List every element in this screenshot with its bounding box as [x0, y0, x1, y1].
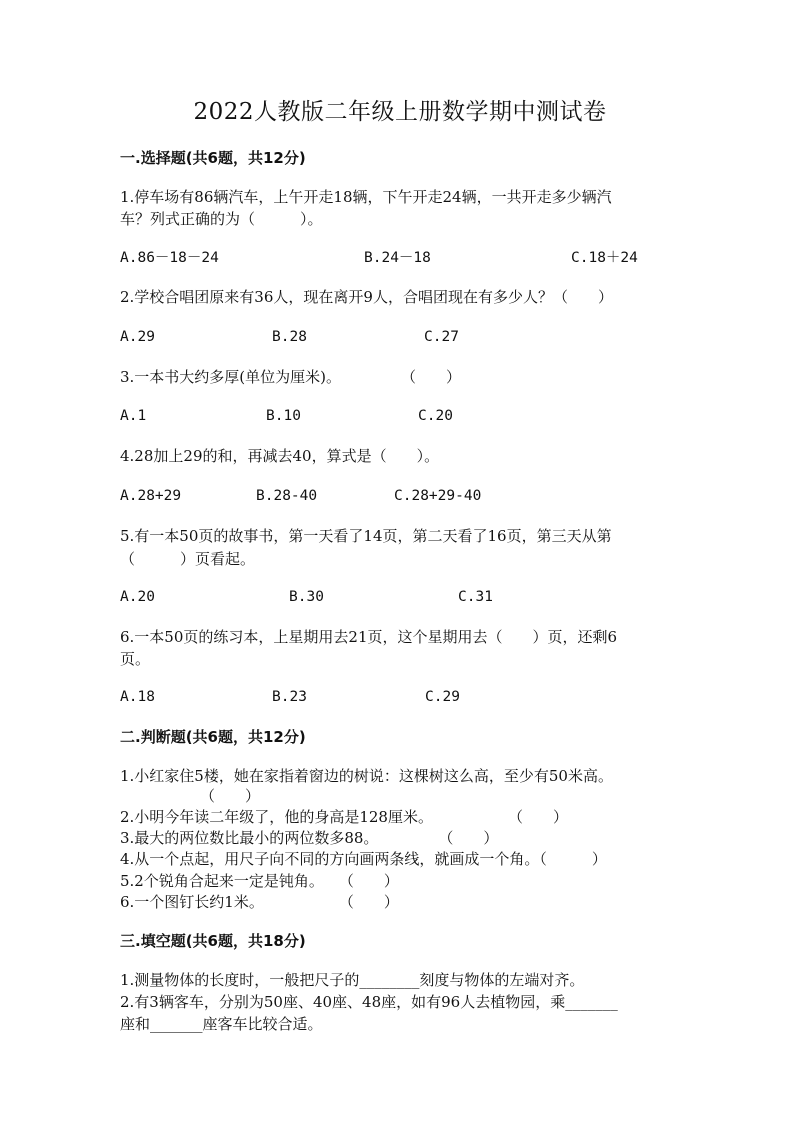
- option-a: A.1: [120, 408, 147, 424]
- fill-item: 座和_______座客车比较合适。: [120, 1015, 323, 1033]
- judge-item: 2.小明今年读二年级了，他的身高是128厘米。 （ ）: [120, 808, 568, 826]
- option-b: B.24－18: [364, 250, 431, 266]
- option-a: A.20: [120, 589, 155, 605]
- judge-item: 5.2个锐角合起来一定是钝角。 （ ）: [120, 872, 399, 890]
- question-text: 5.有一本50页的故事书，第一天看了14页，第二天看了16页，第三天从第: [120, 527, 612, 545]
- judge-item: 6.一个图钉长约1米。 （ ）: [120, 893, 399, 911]
- option-a: A.29: [120, 329, 155, 345]
- option-c: C.27: [424, 329, 459, 345]
- option-b: B.28: [272, 329, 307, 345]
- page-title: 2022人教版二年级上册数学期中测试卷: [193, 99, 607, 125]
- section-heading-fill: 三.填空题(共6题，共18分): [120, 932, 306, 950]
- question-text: 页。: [120, 650, 151, 668]
- option-c: C.18＋24: [571, 250, 638, 266]
- section-heading-choice: 一.选择题(共6题，共12分): [120, 149, 306, 167]
- fill-item: 2.有3辆客车，分别为50座、40座、48座，如有96人去植物园，乘_______: [120, 993, 618, 1011]
- option-b: B.23: [272, 689, 307, 705]
- judge-item: 1.小红家住5楼，她在家指着窗边的树说：这棵树这么高，至少有50米高。: [120, 767, 613, 785]
- judge-item: 4.从一个点起，用尺子向不同的方向画两条线，就画成一个角。（ ）: [120, 850, 607, 868]
- option-c: C.31: [458, 589, 493, 605]
- section-heading-judge: 二.判断题(共6题，共12分): [120, 728, 306, 746]
- option-c: C.28+29-40: [394, 488, 482, 504]
- judge-item: 3.最大的两位数比最小的两位数多88。 （ ）: [120, 829, 499, 847]
- option-a: A.86－18－24: [120, 250, 219, 266]
- question-text: 车？列式正确的为（ ）。: [120, 210, 323, 228]
- question-text: 6.一本50页的练习本，上星期用去21页，这个星期用去（ ）页，还剩6: [120, 628, 618, 646]
- fill-item: 1.测量物体的长度时，一般把尺子的________刻度与物体的左端对齐。: [120, 971, 585, 989]
- question-text: 3.一本书大约多厚(单位为厘米)。 （ ）: [120, 368, 462, 386]
- option-b: B.28-40: [256, 488, 318, 504]
- question-text: 4.28加上29的和，再减去40，算式是（ ）。: [120, 447, 440, 465]
- question-text: （ ）页看起。: [120, 550, 256, 568]
- option-c: C.29: [425, 689, 460, 705]
- answer-brackets: （ ）: [200, 787, 261, 805]
- option-a: A.18: [120, 689, 155, 705]
- option-b: B.30: [289, 589, 324, 605]
- option-b: B.10: [266, 408, 301, 424]
- question-text: 1.停车场有86辆汽车，上午开走18辆，下午开走24辆，一共开走多少辆汽: [120, 188, 612, 206]
- question-text: 2.学校合唱团原来有36人，现在离开9人，合唱团现在有多少人？（ ）: [120, 288, 613, 306]
- option-c: C.20: [418, 408, 453, 424]
- option-a: A.28+29: [120, 488, 182, 504]
